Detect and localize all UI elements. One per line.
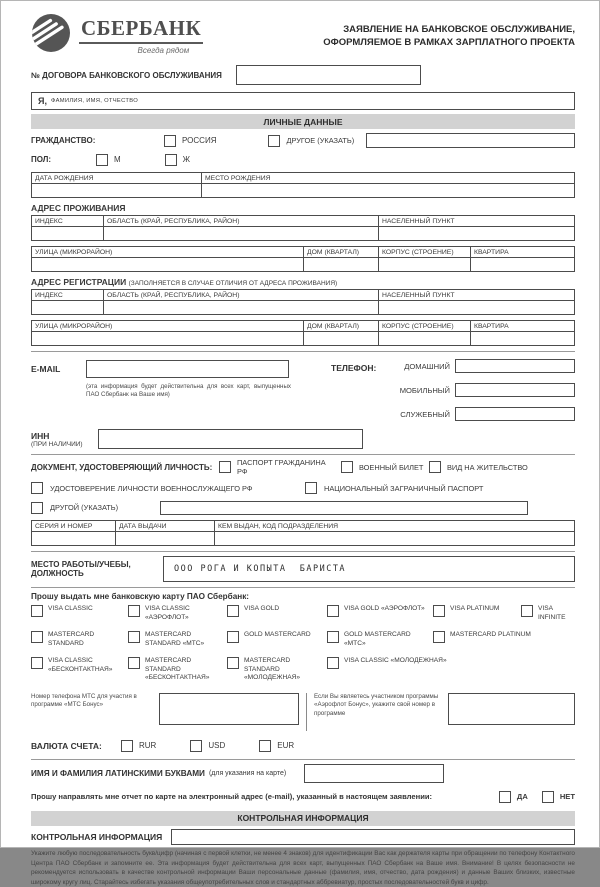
currency-eur-checkbox[interactable] — [259, 740, 271, 752]
street-header: УЛИЦА (МИКРОРАЙОН) — [32, 247, 304, 258]
control-info-note: Укажите любую последовательность букв/цифр (начиная с первой клетки, не менее 4 знаков) для идентификации Вас как держателя карты при обращении по телефону Контактного Центра ПАО Сбербанк и запомните ее. Эта информация будет действительна для всех карт, выпущенных ПАО Сбербанк на Ваше имя. Внимание! В целях безопасности не рекомендуется использовать в качестве контрольной информации Ваши персональные данные (фамилия, имя, отчество, дата рождения) и данные Ваших близких, известные широкому кругу лиц. Старайтесь избегать указания общеупотребительных слов и стандартных аббревиатур, простых последовательностей букв и цифр. — [31, 849, 575, 886]
birth-date-header: ДАТА РОЖДЕНИЯ — [32, 173, 202, 184]
military-id-label: УДОСТОВЕРЕНИЕ ЛИЧНОСТИ ВОЕННОСЛУЖАЩЕГО РФ — [50, 483, 253, 493]
latin-name-input[interactable] — [304, 764, 443, 783]
registration-address-title: АДРЕС РЕГИСТРАЦИИ (ЗАПОЛНЯЕТСЯ В СЛУЧАЕ ОТЛИЧИЯ ОТ АДРЕСА ПРОЖИВАНИЯ) — [31, 277, 338, 287]
apartment-header: КВАРТИРА — [471, 247, 574, 258]
inn-input[interactable] — [98, 429, 363, 449]
statement-no-checkbox[interactable] — [542, 791, 554, 803]
identity-document-row-2 — [31, 481, 575, 495]
region-cell[interactable] — [104, 301, 379, 314]
mts-bonus-label: Номер телефона МТС для участия в программе «МТС Бонус» — [31, 692, 137, 709]
military-ticket-label: ВОЕННЫЙ БИЛЕТ — [359, 462, 424, 472]
apartment-cell[interactable] — [471, 332, 574, 345]
card-checkbox[interactable] — [128, 657, 140, 669]
birth-place-header: МЕСТО РОЖДЕНИЯ — [202, 173, 574, 184]
personal-data-section-header: ЛИЧНЫЕ ДАННЫЕ — [31, 114, 575, 129]
form-header — [31, 13, 575, 55]
card-option: MASTERCARD PLATINUM — [433, 631, 575, 648]
issue-date-header: ДАТА ВЫДАЧИ — [116, 521, 215, 532]
issued-by-cell[interactable] — [215, 532, 574, 545]
citizenship-other-label: ДРУГОЕ (УКАЗАТЬ) — [286, 136, 355, 145]
currency-rur-label: RUR — [139, 741, 157, 751]
issued-by-header: КЕМ ВЫДАН, КОД ПОДРАЗДЕЛЕНИЯ — [215, 521, 574, 532]
sberbank-logo — [31, 13, 203, 55]
building-header: КОРПУС (СТРОЕНИЕ) — [379, 247, 471, 258]
card-checkbox[interactable] — [31, 605, 43, 617]
phone-mobile-input[interactable] — [455, 383, 575, 397]
account-currency-label: ВАЛЮТА СЧЕТА: — [31, 740, 102, 751]
settlement-cell[interactable] — [379, 227, 574, 240]
residence-address-table-1 — [31, 215, 575, 241]
currency-usd-checkbox[interactable] — [190, 740, 202, 752]
card-option: MASTERCARD STANDARD «МОЛОДЕЖНАЯ» — [227, 657, 327, 683]
registration-address-table-1 — [31, 289, 575, 315]
apartment-cell[interactable] — [471, 258, 574, 271]
card-checkbox[interactable] — [227, 605, 239, 617]
street-cell[interactable] — [32, 332, 304, 345]
birth-table — [31, 172, 575, 198]
registration-address-table-2 — [31, 320, 575, 346]
national-passport-checkbox[interactable] — [305, 482, 317, 494]
document-details-table — [31, 520, 575, 546]
phone-office-label: СЛУЖЕБНЫЙ — [400, 409, 450, 419]
email-input[interactable] — [86, 360, 289, 378]
sberbank-logo-icon — [31, 13, 71, 53]
building-cell[interactable] — [379, 258, 471, 271]
military-id-checkbox[interactable] — [31, 482, 43, 494]
index-cell[interactable] — [32, 301, 104, 314]
latin-name-label: ИМЯ И ФАМИЛИЯ ЛАТИНСКИМИ БУКВАМИ — [31, 768, 205, 778]
inn-note: (ПРИ НАЛИЧИИ) — [31, 440, 83, 448]
section-divider — [31, 454, 575, 455]
aeroflot-bonus-label: Если Вы являетесь участником программы «Аэрофлот Бонус», укажите свой номер в программе — [314, 692, 439, 717]
series-number-cell[interactable] — [32, 532, 116, 545]
contract-number-label: № ДОГОВОРА БАНКОВСКОГО ОБСЛУЖИВАНИЯ — [31, 70, 222, 80]
card-checkbox[interactable] — [31, 657, 43, 669]
citizenship-russia-label: РОССИЯ — [182, 136, 217, 145]
gender-male-label: М — [114, 155, 121, 164]
email-label: E-MAIL — [31, 364, 61, 374]
card-option: VISA GOLD «АЭРОФЛОТ» — [327, 605, 433, 622]
citizenship-russia-checkbox[interactable] — [164, 135, 176, 147]
brand-tagline: Всегда рядом — [137, 46, 190, 55]
full-name-prefix: Я, — [38, 96, 47, 106]
house-header: ДОМ (КВАРТАЛ) — [304, 247, 379, 258]
card-option: MASTERCARD STANDARD «МТС» — [128, 631, 227, 648]
house-cell[interactable] — [304, 258, 379, 271]
latin-name-note: (для указания на карте) — [208, 769, 287, 777]
phone-office-input[interactable] — [455, 407, 575, 421]
card-checkbox[interactable] — [327, 657, 339, 669]
index-header: ИНДЕКС — [32, 216, 104, 227]
residence-address-title: АДРЕС ПРОЖИВАНИЯ — [31, 203, 126, 213]
brand-name: СБЕРБАНК — [79, 13, 203, 44]
card-checkbox[interactable] — [433, 605, 445, 617]
phone-label: ТЕЛЕФОН: — [331, 363, 377, 373]
other-document-input[interactable] — [160, 501, 528, 515]
series-number-header: СЕРИЯ И НОМЕР — [32, 521, 116, 532]
card-option: VISA GOLD — [227, 605, 327, 622]
issue-date-cell[interactable] — [116, 532, 215, 545]
building-cell[interactable] — [379, 332, 471, 345]
military-ticket-checkbox[interactable] — [341, 461, 353, 473]
control-info-row — [31, 829, 575, 845]
index-header: ИНДЕКС — [32, 290, 104, 301]
citizenship-other-checkbox[interactable] — [268, 135, 280, 147]
statement-consent-row — [31, 790, 575, 804]
work-place-label: МЕСТО РАБОТЫ/УЧЕБЫ, — [31, 560, 131, 569]
card-options-grid — [31, 605, 575, 683]
identity-document-row-1 — [31, 459, 575, 475]
inn-label: ИНН — [31, 430, 50, 441]
work-place-value: ООО РОГА И КОПЫТА БАРИСТА — [174, 564, 347, 574]
currency-usd-label: USD — [208, 741, 226, 751]
card-option: GOLD MASTERCARD «МТС» — [327, 631, 433, 648]
gender-label: ПОЛ: — [31, 155, 52, 164]
card-checkbox[interactable] — [433, 631, 445, 643]
inn-row — [31, 429, 575, 449]
contract-number-row — [31, 65, 575, 85]
citizenship-other-input[interactable] — [366, 133, 575, 148]
full-name-row[interactable] — [31, 92, 575, 110]
house-header: ДОМ (КВАРТАЛ) — [304, 321, 379, 332]
gender-row — [31, 151, 575, 168]
other-document-label: ДРУГОЙ (УКАЗАТЬ) — [50, 503, 119, 512]
passport-rf-checkbox[interactable] — [219, 461, 231, 473]
bonus-programs-row — [31, 693, 575, 731]
index-cell[interactable] — [32, 227, 104, 240]
statement-consent-label: Прошу направлять мне отчет по карте на электронный адрес (e-mail), указанный в настоящем заявлении: — [31, 792, 433, 802]
card-option: MASTERCARD STANDARD «БЕСКОНТАКТНАЯ» — [128, 657, 227, 683]
street-cell[interactable] — [32, 258, 304, 271]
card-option: VISA PLATINUM — [433, 605, 521, 622]
settlement-header: НАСЕЛЕННЫЙ ПУНКТ — [379, 216, 574, 227]
card-checkbox[interactable] — [327, 631, 339, 643]
card-checkbox[interactable] — [227, 631, 239, 643]
latin-name-row — [31, 764, 575, 783]
full-name-hint: ФАМИЛИЯ, ИМЯ, ОТЧЕСТВО — [50, 98, 139, 104]
residence-permit-label: ВИД НА ЖИТЕЛЬСТВО — [447, 462, 528, 472]
card-checkbox[interactable] — [227, 657, 239, 669]
card-option: GOLD MASTERCARD — [227, 631, 327, 648]
contract-number-input[interactable] — [236, 65, 421, 85]
card-checkbox[interactable] — [31, 631, 43, 643]
residence-permit-checkbox[interactable] — [429, 461, 441, 473]
identity-document-label: ДОКУМЕНТ, УДОСТОВЕРЯЮЩИЙ ЛИЧНОСТЬ: — [31, 462, 213, 472]
card-checkbox[interactable] — [128, 605, 140, 617]
gender-male-checkbox[interactable] — [96, 154, 108, 166]
region-header: ОБЛАСТЬ (КРАЙ, РЕСПУБЛИКА, РАЙОН) — [104, 290, 379, 301]
building-header: КОРПУС (СТРОЕНИЕ) — [379, 321, 471, 332]
work-position-label: ДОЛЖНОСТЬ — [31, 569, 84, 578]
card-option: VISA CLASSIC «АЭРОФЛОТ» — [128, 605, 227, 622]
phone-home-input[interactable] — [455, 359, 575, 373]
registration-address-subtitle: (ЗАПОЛНЯЕТСЯ В СЛУЧАЕ ОТЛИЧИЯ ОТ АДРЕСА ПРОЖИВАНИЯ) — [128, 280, 338, 287]
mts-bonus-input[interactable] — [159, 693, 299, 725]
other-document-checkbox[interactable] — [31, 502, 43, 514]
settlement-cell[interactable] — [379, 301, 574, 314]
gender-female-label: Ж — [182, 155, 191, 164]
column-divider — [306, 693, 307, 731]
section-divider — [31, 759, 575, 760]
section-divider — [31, 351, 575, 352]
card-checkbox[interactable] — [128, 631, 140, 643]
phone-home-label: ДОМАШНИЙ — [404, 361, 450, 371]
card-option: MASTERCARD STANDARD — [31, 631, 128, 648]
statement-yes-label: ДА — [516, 792, 528, 802]
form-title: ЗАЯВЛЕНИЕ НА БАНКОВСКОЕ ОБСЛУЖИВАНИЕ, ОФОРМЛЯЕМОЕ В РАМКАХ ЗАРПЛАТНОГО ПРОЕКТА — [323, 24, 575, 49]
contact-block — [31, 356, 575, 421]
phone-mobile-label: МОБИЛЬНЫЙ — [399, 385, 450, 395]
house-cell[interactable] — [304, 332, 379, 345]
street-header: УЛИЦА (МИКРОРАЙОН) — [32, 321, 304, 332]
statement-no-label: НЕТ — [559, 792, 575, 802]
card-checkbox[interactable] — [521, 605, 533, 617]
currency-rur-checkbox[interactable] — [121, 740, 133, 752]
card-option: VISA INFINITE — [521, 605, 575, 622]
citizenship-label: ГРАЖДАНСТВО: — [31, 136, 96, 145]
national-passport-label: НАЦИОНАЛЬНЫЙ ЗАГРАНИЧНЫЙ ПАСПОРТ — [324, 483, 484, 493]
card-option: VISA CLASSIC «МОЛОДЕЖНАЯ» — [327, 657, 575, 683]
card-option: VISA CLASSIC — [31, 605, 128, 622]
email-note: (эта информация будет действительна для всех карт, выпущенных ПАО Сбербанк на Ваше имя) — [86, 383, 291, 399]
identity-document-row-3 — [31, 500, 575, 515]
card-request-intro: Прошу выдать мне банковскую карту ПАО Сбербанк: — [31, 592, 250, 601]
residence-address-table-2 — [31, 246, 575, 272]
card-checkbox[interactable] — [327, 605, 339, 617]
region-header: ОБЛАСТЬ (КРАЙ, РЕСПУБЛИКА, РАЙОН) — [104, 216, 379, 227]
gender-female-checkbox[interactable] — [165, 154, 177, 166]
region-cell[interactable] — [104, 227, 379, 240]
statement-yes-checkbox[interactable] — [499, 791, 511, 803]
birth-place-cell[interactable] — [202, 184, 574, 197]
birth-date-cell[interactable] — [32, 184, 202, 197]
section-divider — [31, 551, 575, 552]
section-divider — [31, 587, 575, 588]
apartment-header: КВАРТИРА — [471, 321, 574, 332]
work-place-field[interactable] — [163, 556, 575, 582]
control-info-section-header: КОНТРОЛЬНАЯ ИНФОРМАЦИЯ — [31, 811, 575, 826]
citizenship-row — [31, 132, 575, 149]
aeroflot-bonus-input[interactable] — [448, 693, 575, 725]
passport-rf-label: ПАСПОРТ ГРАЖДАНИНА РФ — [237, 458, 326, 476]
card-option: VISA CLASSIC «БЕСКОНТАКТНАЯ» — [31, 657, 128, 683]
work-place-row — [31, 556, 575, 582]
currency-eur-label: EUR — [277, 741, 295, 751]
control-info-label: КОНТРОЛЬНАЯ ИНФОРМАЦИЯ — [31, 831, 163, 842]
settlement-header: НАСЕЛЕННЫЙ ПУНКТ — [379, 290, 574, 301]
account-currency-row — [31, 738, 575, 754]
control-info-input[interactable] — [171, 829, 575, 845]
